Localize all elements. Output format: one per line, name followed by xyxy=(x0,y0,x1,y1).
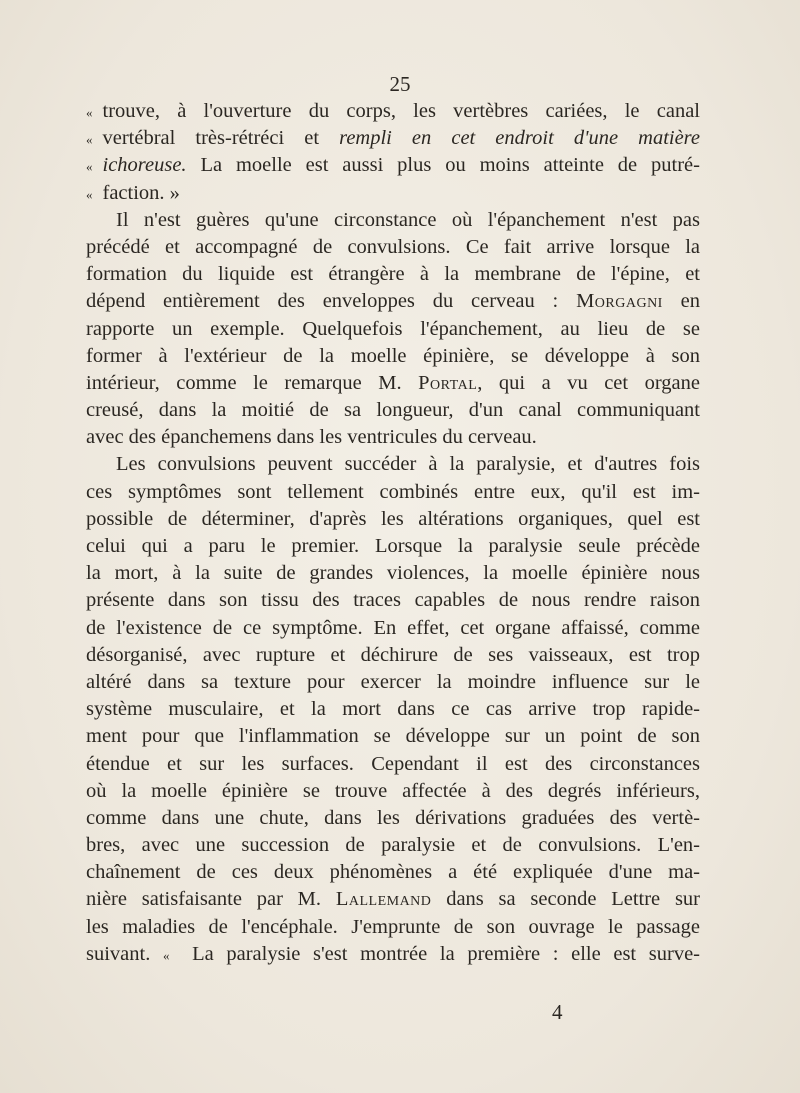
text-line: rapporte un exemple. Quelquefois l'épanchement, au lieu de se xyxy=(86,317,700,340)
text-line: formation du liquide est étrangère à la membrane de l'épine, et xyxy=(86,263,700,286)
text-line: nière satisfaisante par M. Lallemand dans sa seconde Lettre sur xyxy=(86,888,700,911)
text-line: celui qui a paru le premier. Lorsque la paralysie seule précède xyxy=(86,535,700,557)
quote-line: « ichoreuse. La moelle est aussi plus ou moins atteinte de putré- xyxy=(86,154,700,177)
quote-mark: « xyxy=(86,132,93,148)
text-line: possible de déterminer, d'après les altérations organiques, quel est xyxy=(86,507,700,530)
text-line: Les convulsions peuvent succéder à la paralysie, et d'autres fois xyxy=(116,453,700,476)
text-line: chaînement de ces deux phénomènes a été expliquée d'une ma- xyxy=(86,861,700,884)
italic-phrase: rempli en cet endroit d'une matière xyxy=(339,127,700,150)
text-line: suivant. « La paralysie s'est montrée la première : elle est surve- xyxy=(86,942,700,965)
text-line: intérieur, comme le remarque M. Portal, qui a vu cet organe xyxy=(86,371,701,394)
text-line: Il n'est guères qu'une circonstance où l'épanchement n'est pas xyxy=(116,208,700,231)
quote-mark: « xyxy=(86,105,93,120)
quote-mark: « xyxy=(86,186,93,202)
text-line: dépend entièrement des enveloppes du cerveau : Morgagni en xyxy=(86,290,700,313)
italic-phrase: ichoreuse. xyxy=(102,154,187,177)
text-line: désorganisé, avec rupture et déchirure de ses vaisseaux, est trop xyxy=(86,643,700,666)
text-line: comme dans une chute, dans les dérivations graduées des vertè- xyxy=(86,806,700,829)
text-line: ces symptômes sont tellement combinés entre eux, qu'il est im- xyxy=(86,480,700,503)
quote-line: « trouve, à l'ouverture du corps, les vertèbres cariées, le canal xyxy=(86,100,700,122)
page-number: 25 xyxy=(389,72,411,96)
body-text xyxy=(86,98,700,968)
signature-mark: 4 xyxy=(552,1000,563,1024)
quote-line: « faction. » xyxy=(86,181,180,204)
author-name: Portal xyxy=(418,371,478,394)
quote-line: « vertébral très-rétréci et rempli en cet endroit d'une matière xyxy=(86,127,700,150)
text-line: la mort, à la suite de grandes violences, la moelle épinière nous xyxy=(86,562,700,585)
text-line: creusé, dans la moitié de sa longueur, d'un canal communiquant xyxy=(86,399,700,422)
text-line: bres, avec une succession de paralysie et de convulsions. L'en- xyxy=(86,834,700,857)
text-line: présente dans son tissu des traces capables de nous rendre raison xyxy=(86,589,700,612)
text-line: précédé et accompagné de convulsions. Ce fait arrive lorsque la xyxy=(86,235,700,258)
text-line: de l'existence de ce symptôme. En effet, cet organe affaissé, comme xyxy=(86,616,700,639)
text-line: ment pour que l'inflammation se développe sur un point de son xyxy=(86,725,700,748)
quote-mark: « xyxy=(86,159,93,175)
text-line: avec des épanchemens dans les ventricules du cerveau. xyxy=(86,426,537,449)
text-line: altéré dans sa texture pour exercer la moindre influence sur le xyxy=(86,670,700,693)
text-line: système musculaire, et la mort dans ce cas arrive trop rapide- xyxy=(86,698,700,721)
text-line: former à l'extérieur de la moelle épinière, se développe à son xyxy=(86,344,700,367)
text-line: où la moelle épinière se trouve affectée à des degrés inférieurs, xyxy=(86,779,700,802)
text-line: étendue et sur les surfaces. Cependant il est des circonstances xyxy=(86,752,700,775)
quote-mark: « xyxy=(162,947,170,963)
text-line: les maladies de l'encéphale. J'emprunte de son ouvrage le passage xyxy=(86,915,700,938)
author-name: Lallemand xyxy=(335,888,432,911)
author-name: Morgagni xyxy=(576,290,663,313)
